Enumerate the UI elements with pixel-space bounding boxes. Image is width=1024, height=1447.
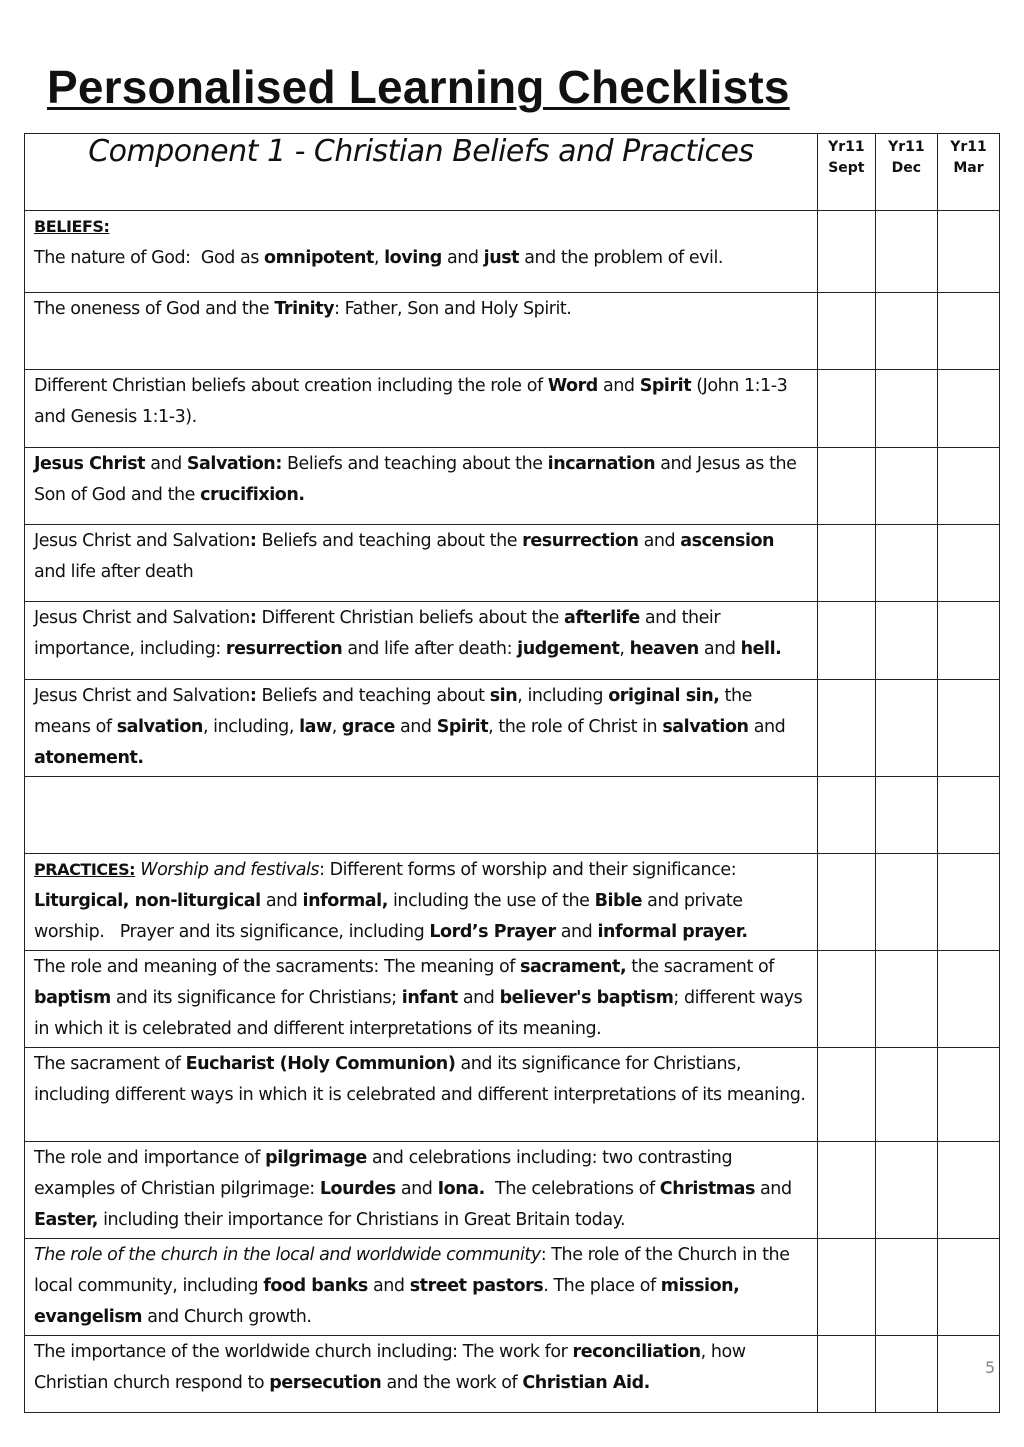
topic-text: the sacrament of: [626, 957, 780, 977]
key-term: just: [483, 248, 520, 268]
topic-text: and private worship. Prayer and its significance, including: [34, 891, 748, 942]
key-term: Christmas: [659, 1179, 755, 1199]
checkbox-cell-sept[interactable]: [817, 1239, 875, 1336]
key-term: crucifixion.: [200, 485, 305, 505]
page-number: 5: [985, 1358, 996, 1377]
checkbox-cell-sept[interactable]: [817, 602, 875, 680]
checkbox-cell-sept[interactable]: [817, 370, 875, 448]
topic-text: and: [638, 531, 681, 551]
topic-text: and: [754, 1179, 797, 1199]
topic-text: and: [145, 454, 187, 474]
topic-text: The celebrations of: [484, 1179, 660, 1199]
component-heading: Component 1 - Christian Beliefs and Practices: [25, 134, 818, 211]
topic-text: and: [555, 922, 598, 942]
key-term: :: [249, 686, 257, 706]
key-term: Jesus Christ: [34, 454, 146, 474]
topic-cell: [25, 854, 818, 951]
topic-text: , the role of Christ in: [488, 717, 663, 737]
checkbox-cell-dec[interactable]: [875, 951, 937, 1048]
key-term: judgement: [517, 639, 620, 659]
checkbox-cell-dec[interactable]: [875, 1142, 937, 1239]
key-term: loving: [384, 248, 442, 268]
topic-text: and: [597, 376, 640, 396]
topic-cell: [25, 525, 818, 602]
learning-checklist-table: [24, 133, 1000, 1413]
checkbox-cell-dec[interactable]: [875, 854, 937, 951]
topic-text: . The place of: [543, 1276, 661, 1296]
checkbox-cell-mar[interactable]: [937, 854, 999, 951]
key-term: food banks: [263, 1276, 368, 1296]
key-term: resurrection: [225, 639, 343, 659]
checkbox-cell-sept[interactable]: [817, 448, 875, 525]
checkbox-cell-sept[interactable]: [817, 951, 875, 1048]
topic-text: The importance of the worldwide church including: The work for: [34, 1342, 573, 1362]
topic-text: and life after death: [34, 531, 780, 582]
checkbox-cell-mar[interactable]: [937, 1142, 999, 1239]
topic-text: Jesus Christ and Salvation: [34, 531, 250, 551]
checkbox-cell-sept[interactable]: [817, 1048, 875, 1142]
table-row: [25, 448, 1000, 525]
key-term: baptism: [34, 988, 111, 1008]
topic-text: : The role of the Church in the local community, including: [34, 1245, 795, 1296]
column-header-year: Yr11: [828, 139, 865, 155]
topic-text: and their importance, including:: [34, 608, 726, 659]
key-term: infant: [401, 988, 458, 1008]
topic-cell: [25, 293, 818, 370]
checkbox-cell-dec[interactable]: [875, 680, 937, 777]
key-term: atonement.: [34, 748, 144, 768]
key-term: original sin,: [608, 686, 720, 706]
key-term: Lourdes: [319, 1179, 396, 1199]
key-term: Word: [547, 376, 598, 396]
key-term: pilgrimage: [265, 1148, 367, 1168]
column-header-month: Dec: [891, 160, 922, 176]
checkbox-cell-mar[interactable]: [937, 602, 999, 680]
column-header-year: Yr11: [950, 139, 987, 155]
topic-text: Different Christian beliefs about the: [256, 608, 565, 628]
topic-text: : Different forms of worship and their significance:: [319, 860, 742, 880]
checkbox-cell-mar[interactable]: [937, 777, 999, 854]
checkbox-cell-sept[interactable]: [817, 525, 875, 602]
checkbox-cell-sept[interactable]: [817, 680, 875, 777]
checkbox-cell-sept[interactable]: [817, 211, 875, 293]
table-row: [25, 1142, 1000, 1239]
topic-text: and: [441, 248, 484, 268]
topic-text: and Church growth.: [142, 1307, 312, 1327]
checkbox-cell-mar[interactable]: [937, 680, 999, 777]
key-term: Salvation:: [186, 454, 282, 474]
topic-text: and: [698, 639, 741, 659]
checkbox-cell-mar[interactable]: [937, 293, 999, 370]
checkbox-cell-dec[interactable]: [875, 1048, 937, 1142]
topic-text: ,: [619, 639, 630, 659]
checkbox-cell-dec[interactable]: [875, 1336, 937, 1413]
topic-text: (John 1:1-3 and Genesis 1:1-3).: [34, 376, 793, 427]
checkbox-cell-mar[interactable]: [937, 951, 999, 1048]
key-term: reconciliation: [572, 1342, 701, 1362]
topic-text: , how Christian church respond to: [34, 1342, 751, 1393]
topic-text: and: [395, 1179, 438, 1199]
table-row: [25, 1239, 1000, 1336]
topic-text: including their importance for Christians in Great Britain today.: [97, 1210, 626, 1230]
checkbox-cell-dec[interactable]: [875, 370, 937, 448]
key-term: salvation: [662, 717, 749, 737]
checkbox-cell-mar[interactable]: [937, 211, 999, 293]
checkbox-cell-mar[interactable]: [937, 448, 999, 525]
checkbox-cell-mar[interactable]: [937, 525, 999, 602]
column-header-year: Yr11: [888, 139, 925, 155]
topic-cell: [25, 777, 818, 854]
table-row: [25, 777, 1000, 854]
column-header-sept: [817, 134, 875, 211]
key-term: mission, evangelism: [34, 1276, 746, 1327]
checkbox-cell-dec[interactable]: [875, 293, 937, 370]
table-row: [25, 602, 1000, 680]
key-term: Liturgical, non-liturgical: [34, 891, 261, 911]
key-term: afterlife: [564, 608, 640, 628]
checkbox-cell-dec[interactable]: [875, 602, 937, 680]
key-term: street pastors: [409, 1276, 544, 1296]
topic-text: Jesus Christ and Salvation: [34, 608, 250, 628]
checklist-body: [25, 211, 1000, 1413]
topic-cell: [25, 370, 818, 448]
table-row: [25, 525, 1000, 602]
key-term: :: [249, 608, 257, 628]
topic-text: : Father, Son and Holy Spirit.: [334, 299, 572, 319]
checkbox-cell-mar[interactable]: [937, 1239, 999, 1336]
checkbox-cell-dec[interactable]: [875, 777, 937, 854]
column-header-month: Mar: [953, 160, 984, 176]
topic-cell: [25, 951, 818, 1048]
key-term: persecution: [269, 1373, 382, 1393]
key-term: hell.: [740, 639, 782, 659]
key-term: Lord’s Prayer: [429, 922, 556, 942]
key-term: Iona.: [437, 1179, 485, 1199]
table-row: [25, 680, 1000, 777]
checkbox-cell-mar[interactable]: [937, 1048, 999, 1142]
checkbox-cell-dec[interactable]: [875, 1239, 937, 1336]
topic-text: and: [260, 891, 303, 911]
table-row: [25, 211, 1000, 293]
page-title: Personalised Learning Checklists: [47, 61, 790, 113]
table-row: [25, 854, 1000, 951]
checkbox-cell-sept[interactable]: [817, 293, 875, 370]
section-label: BELIEFS:: [34, 217, 110, 236]
topic-text: Jesus Christ and Salvation: [34, 686, 250, 706]
checkbox-cell-sept[interactable]: [817, 777, 875, 854]
topic-text: , including,: [202, 717, 300, 737]
checkbox-cell-sept[interactable]: [817, 854, 875, 951]
topic-text: Different Christian beliefs about creation including the role of: [34, 376, 548, 396]
topic-text: and the work of: [381, 1373, 523, 1393]
key-term: Spirit: [436, 717, 489, 737]
topic-text: , including: [517, 686, 609, 706]
topic-text: and: [367, 1276, 410, 1296]
topic-text: and celebrations including: two contrasting examples of Christian pilgrimage:: [34, 1148, 738, 1199]
topic-subtitle: The role of the church in the local and worldwide community: [34, 1245, 541, 1265]
topic-text: ,: [331, 717, 342, 737]
key-term: informal prayer.: [597, 922, 748, 942]
key-term: believer's baptism: [499, 988, 674, 1008]
key-term: Christian Aid.: [522, 1373, 650, 1393]
topic-text: The role and meaning of the sacraments: The meaning of: [34, 957, 521, 977]
checkbox-cell-sept[interactable]: [817, 1336, 875, 1413]
column-header-dec: [875, 134, 937, 211]
checkbox-cell-dec[interactable]: [875, 211, 937, 293]
key-term: :: [249, 531, 257, 551]
topic-text: and: [748, 717, 791, 737]
key-term: Bible: [594, 891, 643, 911]
table-row: [25, 1336, 1000, 1413]
topic-text: and life after death:: [342, 639, 518, 659]
table-row: [25, 370, 1000, 448]
key-term: Easter,: [34, 1210, 98, 1230]
topic-text: and its significance for Christians;: [110, 988, 402, 1008]
key-term: sin: [489, 686, 518, 706]
topic-cell: [25, 1336, 818, 1413]
topic-text: and: [394, 717, 437, 737]
checkbox-cell-mar[interactable]: [937, 370, 999, 448]
topic-text: Beliefs and teaching about the: [256, 531, 523, 551]
topic-text: and: [457, 988, 500, 1008]
table-row: [25, 1048, 1000, 1142]
topic-cell: [25, 1239, 818, 1336]
topic-text: ; different ways in which it is celebrated and different interpretations of its meaning.: [34, 988, 808, 1039]
table-row: [25, 951, 1000, 1048]
key-term: Eucharist (Holy Communion): [185, 1054, 456, 1074]
topic-text: and its significance for Christians, including different ways in which it is celebrated and different interpretations of its meaning.: [34, 1054, 806, 1105]
topic-text: the means of: [34, 686, 758, 737]
key-term: ascension: [680, 531, 775, 551]
key-term: incarnation: [547, 454, 656, 474]
key-term: grace: [341, 717, 395, 737]
checkbox-cell-sept[interactable]: [817, 1142, 875, 1239]
key-term: resurrection: [522, 531, 639, 551]
topic-text: and the problem of evil.: [519, 248, 723, 268]
key-term: Trinity: [274, 299, 335, 319]
topic-text: The nature of God: God as: [34, 248, 265, 268]
column-header-mar: [937, 134, 999, 211]
topic-text: and Jesus as the Son of God and the: [34, 454, 802, 505]
topic-cell: [25, 680, 818, 777]
topic-cell: [25, 448, 818, 525]
key-term: law: [299, 717, 332, 737]
topic-text: Beliefs and teaching about: [256, 686, 490, 706]
key-term: heaven: [629, 639, 699, 659]
key-term: omnipotent: [264, 248, 374, 268]
topic-cell: [25, 1142, 818, 1239]
table-header-row: [25, 134, 1000, 211]
column-header-month: Sept: [828, 160, 865, 176]
topic-cell: [25, 602, 818, 680]
checkbox-cell-dec[interactable]: [875, 448, 937, 525]
topic-text: including the use of the: [387, 891, 595, 911]
topic-text: ,: [373, 248, 385, 268]
key-term: Spirit: [639, 376, 692, 396]
topic-subtitle: Worship and festivals: [140, 860, 320, 880]
topic-text: The oneness of God and the: [34, 299, 275, 319]
key-term: informal,: [302, 891, 388, 911]
topic-cell: [25, 211, 818, 293]
key-term: salvation: [116, 717, 203, 737]
topic-text: The sacrament of: [34, 1054, 186, 1074]
table-row: [25, 293, 1000, 370]
topic-text: Beliefs and teaching about the: [281, 454, 548, 474]
section-label: PRACTICES:: [34, 860, 136, 879]
key-term: sacrament,: [520, 957, 627, 977]
topic-text: The role and importance of: [34, 1148, 266, 1168]
topic-cell: [25, 1048, 818, 1142]
checkbox-cell-dec[interactable]: [875, 525, 937, 602]
